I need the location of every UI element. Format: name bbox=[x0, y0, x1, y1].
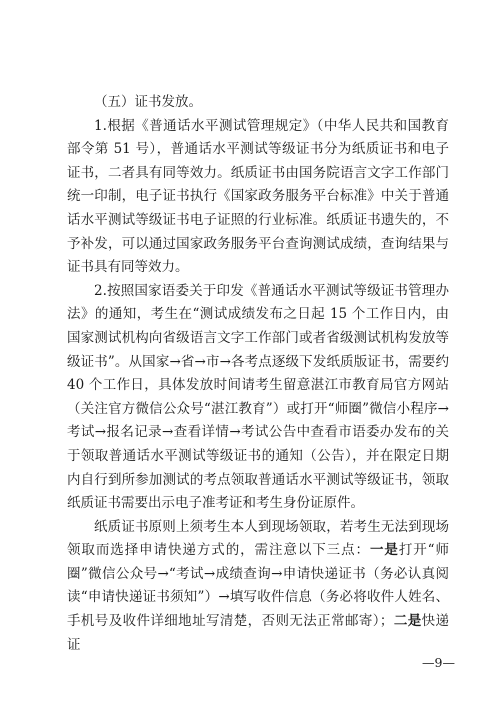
paragraph-3-point-two: 二是 bbox=[393, 613, 422, 630]
paragraph-3-text-b: 打开“师圈”微信公众号→“考试→成绩查询→申请快递证书（务必认真阅读“申请快递证书须知”）→填写收件信息（务必将收件人姓名、手机号及收件详细地址写清楚，否则无法正常邮寄）； bbox=[67, 542, 450, 630]
paragraph-3-text-c: 快递证 bbox=[67, 613, 450, 653]
page-number: —9— bbox=[422, 655, 455, 670]
paragraph-3-text-a: 纸质证书原则上须考生本人到现场领取，若考生无法到现场领取而选择申请快递方式的，需注意以下三点： bbox=[67, 518, 449, 559]
paragraph-2: 2.按照国家语委关于印发《普通话水平测试等级证书管理办法》的通知，考生在“测试成绩发布之日起 15 个工作日内，由国家测试机构向省级语言文字工作部门或者省级测试机构发放等级证书”。从国家→省→市→各考点逐级下发纸质版证书，需要约 40 个工作日，具体发放时间请考生留意湛江市教育局官方网站（关注官方微信公众号“湛江教育”）或打开“师圈”微信小程序→考试→报名记录→查看详情→考试公告中查看市语委办发布的关于领取普通话水平测试等级证书的通知（公告），并在限定日期内自行到所参加测试的考点领取普通话水平测试等级证书，领取纸质证书需要出示电子准考证和考生身份证原件。 bbox=[67, 282, 449, 512]
paragraph-3-point-one: 一是 bbox=[369, 542, 399, 559]
section-heading: （五）证书发放。 bbox=[94, 94, 202, 110]
paragraph-3 bbox=[67, 516, 449, 658]
document-body bbox=[67, 91, 449, 657]
paragraph-1: 1.根据《普通话水平测试管理规定》（中华人民共和国教育部令第 51 号），普通话水平测试等级证书分为纸质证书和电子证书，二者具有同等效力。纸质证书由国务院语言文字工作部门统一印制，电子证书执行《国家政务服务平台标准》中关于普通话水平测试等级证书电子证照的行业标准。纸质证书遗失的，不予补发，可以通过国家政务服务平台查询测试成绩，查询结果与证书具有同等效力。 bbox=[67, 117, 449, 276]
